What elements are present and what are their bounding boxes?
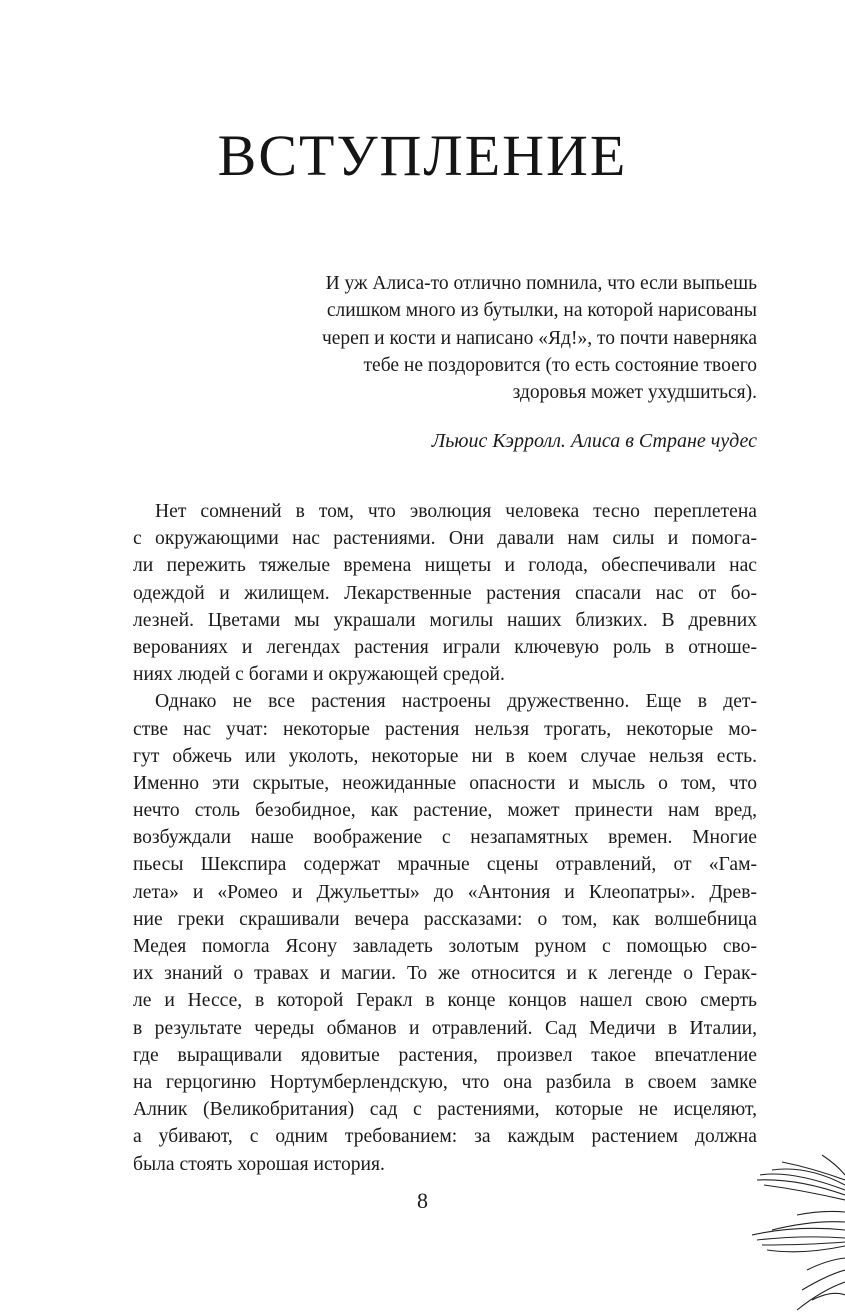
- body-line: возбуждали наше воображение с незапамятных времен. Многие: [133, 827, 757, 849]
- epigraph: [237, 270, 757, 406]
- epigraph-line: здоровья может ухудшиться).: [512, 382, 757, 404]
- epigraph-line: И уж Алиса-то отлично помнила, что если выпьешь: [325, 273, 757, 294]
- body-line: нечто столь безобидное, как растение, может принести нам вред,: [133, 800, 757, 822]
- body-line: пьесы Шекспира содержат мрачные сцены отравлений, от «Гам-: [133, 854, 757, 876]
- body-line: Однако не все растения настроены дружественно. Еще в дет-: [155, 691, 757, 713]
- body-line: в результате череды обманов и отравлений. Сад Медичи в Италии,: [133, 1017, 757, 1039]
- body-line: была стоять хорошая история.: [133, 1153, 385, 1175]
- body-line: Медея помогла Ясону завладеть золотым руном с помощью сво-: [133, 936, 757, 957]
- body-line: ние греки скрашивали вечера рассказами: о том, как волшебница: [133, 908, 757, 930]
- body-line: ле и Нессе, в которой Геракл в конце концов нашел свою смерть: [133, 990, 757, 1012]
- page-number: 8: [417, 1188, 428, 1213]
- body-text: [133, 498, 757, 1178]
- epigraph-line: слишком много из бутылки, на которой нарисованы: [326, 300, 757, 322]
- body-line: а убивают, с одним требованием: за каждым растением должна: [133, 1126, 757, 1148]
- body-line: с окружающими нас растениями. Они давали нам силы и помога-: [133, 528, 757, 550]
- body-line: гут обжечь или уколоть, некоторые ни в коем случае нельзя есть.: [133, 745, 757, 767]
- body-line: верованиях и легендах растения играли ключевую роль в отноше-: [133, 636, 757, 658]
- body-line: Именно эти скрытые, неожиданные опасности и мысль о том, что: [133, 772, 757, 794]
- body-line: стве нас учат: некоторые растения нельзя трогать, некоторые мо-: [133, 718, 757, 740]
- plant-illustration-icon: [752, 1150, 845, 1312]
- chapter-title: ВСТУПЛЕНИЕ: [217, 123, 628, 188]
- epigraph-line: тебе не поздоровится (то есть состояние твоего: [363, 354, 757, 376]
- body-line: ниях людей с богами и окружающей средой.: [133, 664, 505, 686]
- body-line: на герцогиню Нортумберлендскую, что она разбила в своем замке: [133, 1071, 757, 1093]
- epigraph-line: череп и кости и написано «Яд!», то почти наверняка: [321, 327, 757, 349]
- body-line: Алник (Великобритания) сад с растениями, которые не исцеляют,: [133, 1099, 757, 1121]
- body-line: их знаний о травах и магии. То же относится и к легенде о Герак-: [133, 963, 757, 985]
- body-line: где выращивали ядовитые растения, произвел такое впечатление: [133, 1044, 757, 1066]
- body-line: Нет сомнений в том, что эволюция человека тесно переплетена: [155, 501, 757, 522]
- body-line: лета» и «Ромео и Джульетты» до «Антония и Клеопатры». Древ-: [133, 881, 757, 903]
- body-line: ли пережить тяжелые времена нищеты и голода, обеспечивали нас: [133, 555, 757, 577]
- body-line: одеждой и жилищем. Лекарственные растения спасали нас от бо-: [133, 582, 757, 604]
- body-line: лезней. Цветами мы украшали могилы наших близких. В древних: [133, 609, 757, 631]
- epigraph-attribution: Льюис Кэрролл. Алиса в Стране чудес: [431, 430, 757, 452]
